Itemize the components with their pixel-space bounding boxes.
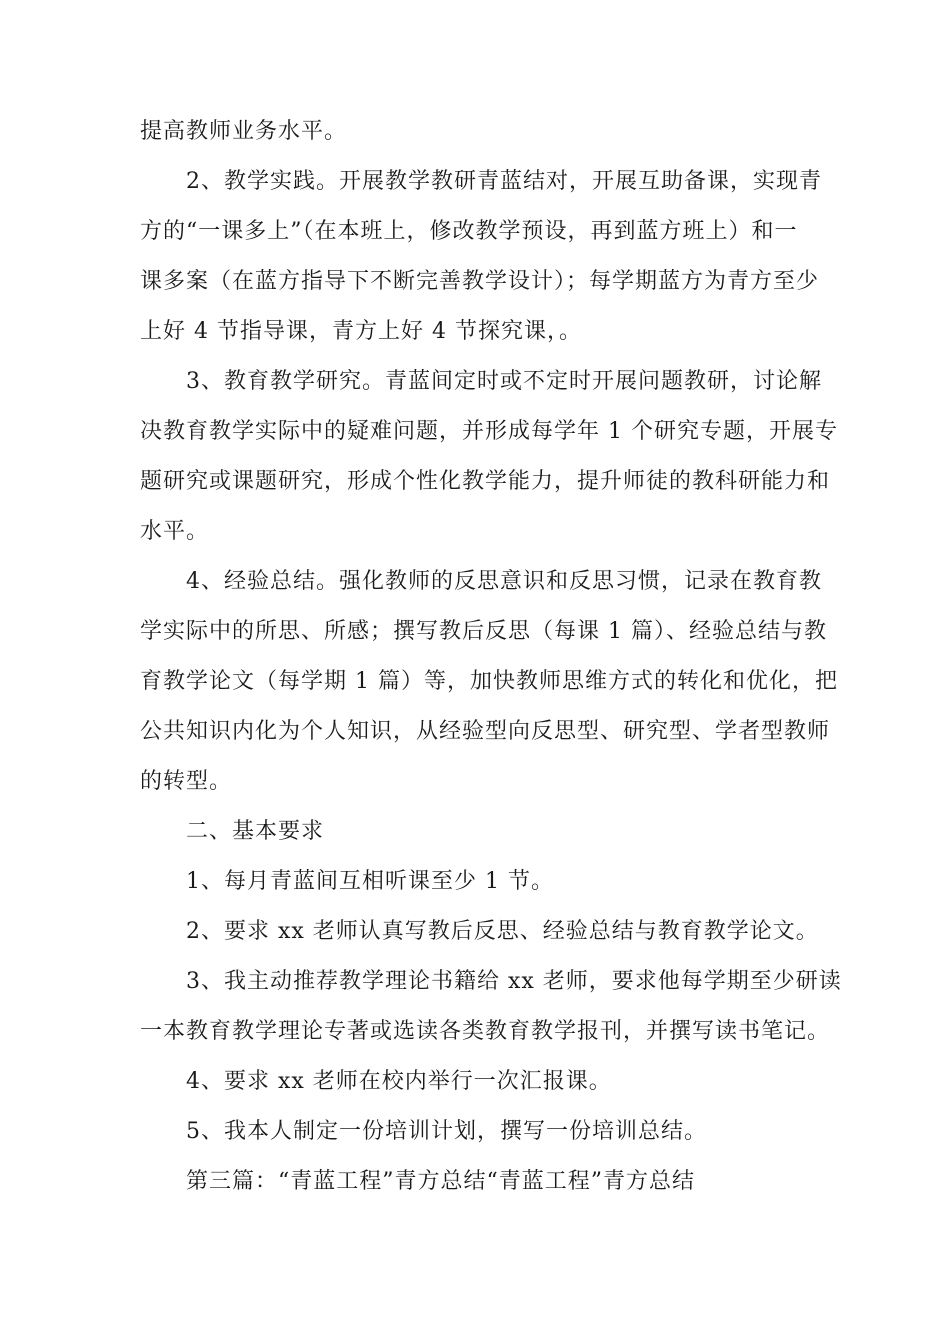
text-line: 决教育教学实际中的疑难问题，并形成每学年 1 个研究专题，开展专 <box>140 419 838 444</box>
section-heading-requirements: 二、基本要求 <box>186 819 325 844</box>
requirement-item: 3、我主动推荐教学理论书籍给 xx 老师，要求他每学期至少研读 <box>186 969 842 994</box>
text-line: 公共知识内化为个人知识，从经验型向反思型、研究型、学者型教师 <box>140 719 831 744</box>
requirement-item: 2、要求 xx 老师认真写教后反思、经验总结与教育教学论文。 <box>186 919 819 944</box>
paragraph-experience-summary: 4、经验总结。强化教师的反思意识和反思习惯，记录在教育教 <box>186 569 822 594</box>
text-line: 课多案（在蓝方指导下不断完善教学设计）；每学期蓝方为青方至少 <box>140 269 820 294</box>
text-line: 方的“一课多上”（在本班上，修改教学预设，再到蓝方班上）和一 <box>140 219 798 244</box>
text-line: 提高教师业务水平。 <box>140 119 348 144</box>
chapter-title: 第三篇：“青蓝工程”青方总结“青蓝工程”青方总结 <box>186 1169 695 1194</box>
text-line: 题研究或课题研究，形成个性化教学能力，提升师徒的教科研能力和 <box>140 469 831 494</box>
text-line: 上好 4 节指导课，青方上好 4 节探究课，。 <box>140 319 582 344</box>
text-line: 一本教育教学理论专著或选读各类教育教学报刊，并撰写读书笔记。 <box>140 1019 831 1044</box>
requirement-item: 4、要求 xx 老师在校内举行一次汇报课。 <box>186 1069 612 1094</box>
requirement-item: 1、每月青蓝间互相听课至少 1 节。 <box>186 869 554 894</box>
text-line: 育教学论文（每学期 1 篇）等，加快教师思维方式的转化和优化，把 <box>140 669 838 694</box>
text-line: 水平。 <box>140 519 210 544</box>
paragraph-teaching-research: 3、教育教学研究。青蓝间定时或不定时开展问题教研，讨论解 <box>186 369 822 394</box>
paragraph-teaching-practice: 2、教学实践。开展教学教研青蓝结对，开展互助备课，实现青 <box>186 169 822 194</box>
text-line: 学实际中的所思、所感；撰写教后反思（每课 1 篇）、经验总结与教 <box>140 619 827 644</box>
requirement-item: 5、我本人制定一份培训计划，撰写一份培训总结。 <box>186 1119 707 1144</box>
text-line: 的转型。 <box>140 769 233 794</box>
